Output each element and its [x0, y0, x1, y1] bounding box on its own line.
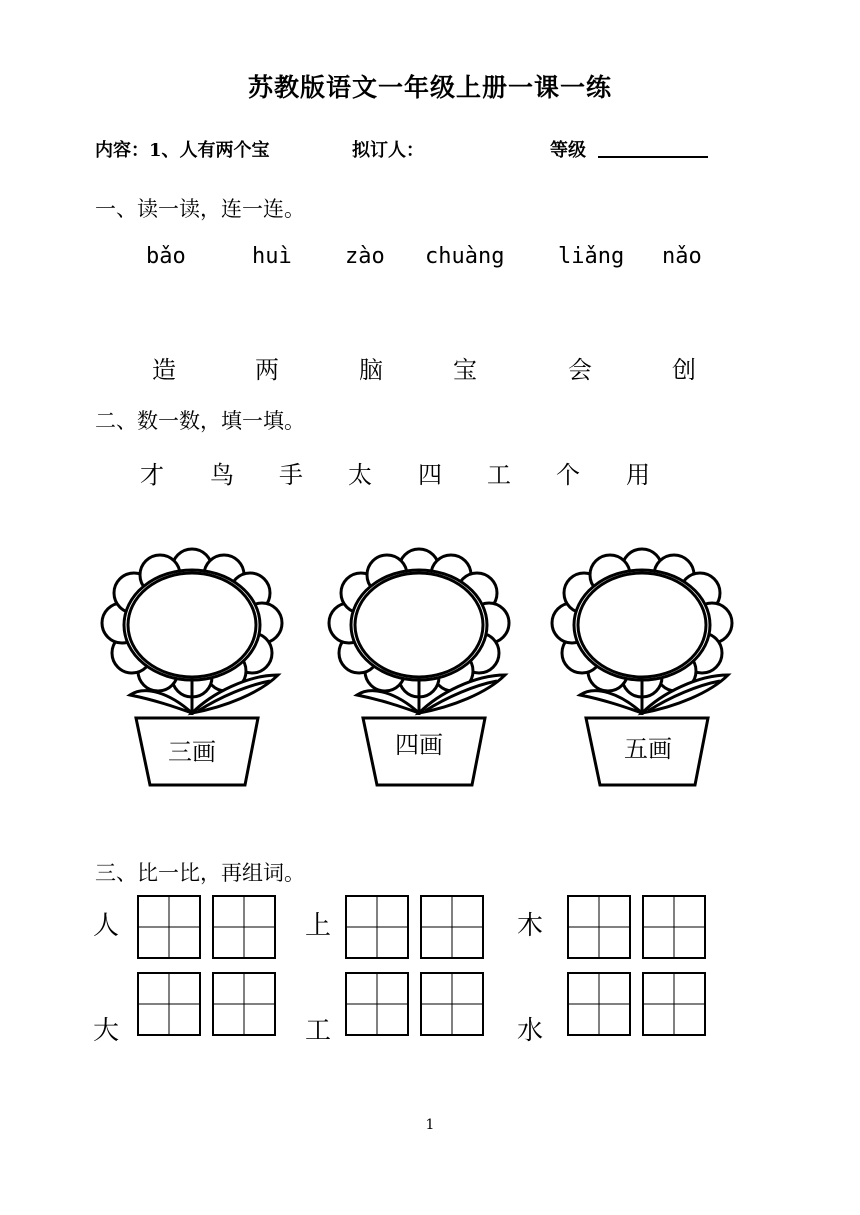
- tian-grid-box[interactable]: [420, 895, 484, 959]
- hanzi-6: 创: [672, 356, 696, 384]
- tian-grid-box[interactable]: [137, 972, 201, 1036]
- tian-grid-box[interactable]: [212, 895, 276, 959]
- hanzi-4: 宝: [453, 356, 477, 384]
- tian-grid-box[interactable]: [345, 972, 409, 1036]
- pinyin-5: liǎng: [558, 244, 625, 269]
- pinyin-1: bǎo: [146, 244, 186, 269]
- flower-pot-2: [327, 535, 512, 790]
- compare-char-6: 水: [517, 1016, 544, 1046]
- content-label: 内容：1、人有两个宝: [95, 140, 270, 161]
- tian-grid-box[interactable]: [642, 972, 706, 1036]
- compare-char-3: 木: [517, 911, 544, 941]
- pinyin-4: chuàng: [425, 244, 505, 269]
- author-label: 拟订人：: [352, 140, 424, 161]
- compare-char-5: 工: [305, 1016, 332, 1046]
- char-3: 手: [279, 461, 303, 489]
- hanzi-1: 造: [152, 356, 176, 384]
- char-6: 工: [487, 461, 511, 489]
- grade-label: 等级: [550, 140, 586, 161]
- grade-blank-line: [598, 156, 708, 158]
- compare-char-4: 大: [93, 1016, 120, 1046]
- flower-pot-1: [100, 535, 285, 790]
- flower-head-icon: [329, 549, 509, 697]
- pinyin-3: zào: [345, 244, 385, 269]
- flower-head-icon: [102, 549, 282, 697]
- section1-heading: 一、读一读，连一连。: [95, 197, 305, 221]
- page-number: 1: [425, 1117, 435, 1133]
- pot-label: 四画: [395, 731, 443, 759]
- compare-char-2: 上: [305, 911, 332, 941]
- compare-char-1: 人: [93, 911, 120, 941]
- char-5: 四: [418, 461, 442, 489]
- tian-grid-box[interactable]: [345, 895, 409, 959]
- pinyin-2: huì: [252, 244, 292, 269]
- tian-grid-box[interactable]: [137, 895, 201, 959]
- tian-grid-box[interactable]: [567, 972, 631, 1036]
- flower-head-icon: [552, 549, 732, 697]
- char-7: 个: [556, 461, 580, 489]
- pot-label: 三画: [168, 738, 216, 766]
- tian-grid-box[interactable]: [212, 972, 276, 1036]
- flower-pot-3: [550, 535, 735, 790]
- pinyin-6: nǎo: [662, 244, 702, 269]
- char-4: 太: [348, 461, 372, 489]
- hanzi-5: 会: [568, 356, 592, 384]
- char-8: 用: [626, 461, 650, 489]
- page-title: 苏教版语文一年级上册一课一练: [247, 73, 612, 102]
- char-2: 鸟: [210, 461, 234, 489]
- tian-grid-box[interactable]: [642, 895, 706, 959]
- pot-label: 五画: [624, 735, 672, 763]
- section2-heading: 二、数一数，填一填。: [95, 409, 305, 433]
- tian-grid-box[interactable]: [567, 895, 631, 959]
- section3-heading: 三、比一比，再组词。: [95, 861, 305, 885]
- char-1: 才: [140, 461, 164, 489]
- hanzi-3: 脑: [359, 356, 383, 384]
- hanzi-2: 两: [255, 356, 279, 384]
- tian-grid-box[interactable]: [420, 972, 484, 1036]
